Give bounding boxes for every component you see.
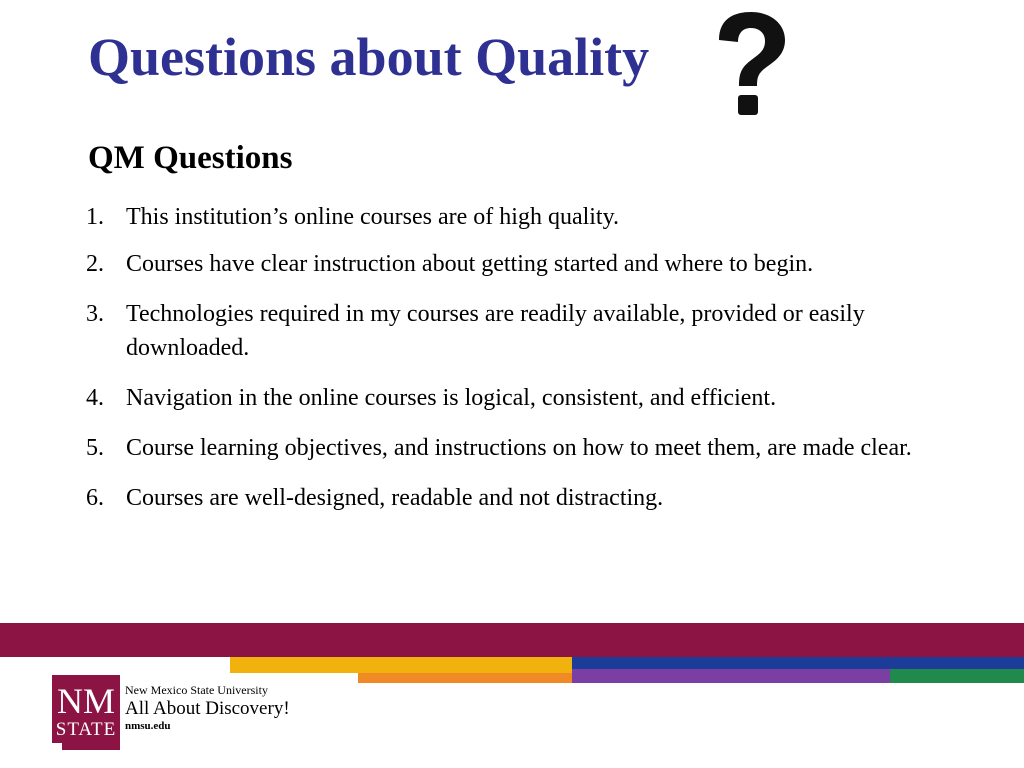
question-number: 3. xyxy=(86,301,104,327)
logo-nm-text: NM xyxy=(56,681,116,721)
university-slogan: All About Discovery! xyxy=(125,698,290,719)
nmsu-logo xyxy=(52,675,120,750)
question-text: Courses are well-designed, readable and not distracting. xyxy=(126,485,664,511)
university-branding xyxy=(125,683,290,733)
questions-list xyxy=(86,200,956,531)
list-item xyxy=(86,431,956,465)
question-mark-icon xyxy=(705,6,795,126)
question-text: This institution’s online courses are of high quality. xyxy=(126,204,620,230)
list-item xyxy=(86,381,956,415)
slide-title: Questions about Quality xyxy=(88,27,650,87)
question-number: 4. xyxy=(86,385,104,411)
footer-band-gold xyxy=(230,657,572,673)
university-url: nmsu.edu xyxy=(125,720,171,732)
question-text: Technologies required in my courses are readily available, provided or easily downloaded. xyxy=(126,301,865,361)
section-subtitle: QM Questions xyxy=(88,140,293,176)
footer-band-green xyxy=(890,669,1024,683)
question-number: 1. xyxy=(86,204,104,230)
question-number: 5. xyxy=(86,435,104,461)
question-number: 6. xyxy=(86,485,104,511)
list-item xyxy=(86,481,956,515)
list-item xyxy=(86,297,956,365)
footer-band-purple xyxy=(572,669,890,683)
list-item xyxy=(86,200,956,234)
list-item xyxy=(86,247,956,281)
question-text: Navigation in the online courses is logical, consistent, and efficient. xyxy=(126,385,777,411)
footer-band-blue xyxy=(572,657,1024,669)
question-number: 2. xyxy=(86,251,104,277)
footer-band-maroon xyxy=(0,623,1024,657)
logo-state-text: STATE xyxy=(55,719,117,740)
university-name: New Mexico State University xyxy=(125,683,268,697)
footer-band-orange xyxy=(358,673,572,683)
question-text: Course learning objectives, and instructions on how to meet them, are made clear. xyxy=(126,435,912,461)
question-text: Courses have clear instruction about getting started and where to begin. xyxy=(126,251,814,277)
